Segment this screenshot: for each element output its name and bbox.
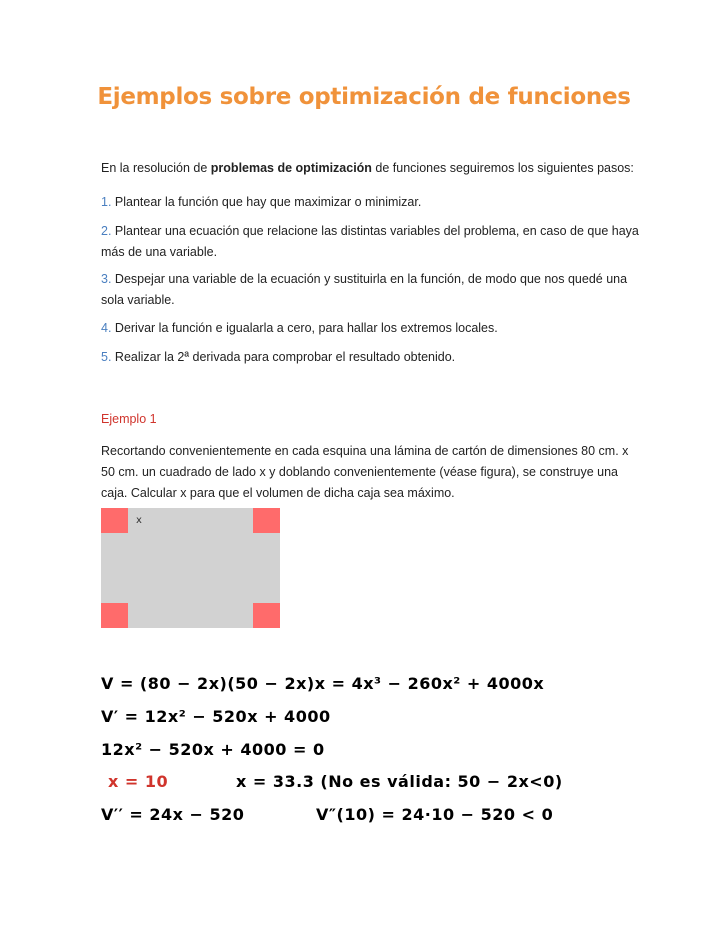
intro-text-after: de funciones seguiremos los siguientes pasos:	[371, 161, 634, 175]
cut-corner-bottom-left	[101, 603, 128, 628]
step-number: 1.	[101, 195, 112, 209]
cardboard-sheet-figure	[101, 508, 280, 628]
side-x-label: x	[136, 515, 142, 526]
invalid-solution: x = 33.3 (No es válida: 50 − 2x<0)	[236, 772, 563, 791]
step-2	[101, 221, 641, 263]
first-derivative-equation: V′ = 12x² − 520x + 4000	[101, 707, 331, 726]
example-paragraph: Recortando convenientemente en cada esquina una lámina de cartón de dimensiones 80 cm. x 50 cm. un cuadrado de lado x y doblando convenientemente (véase figura), se construye una caja. Calcular x para que el volumen de dicha caja sea máximo.	[101, 444, 629, 500]
page-title: Ejemplos sobre optimización de funciones	[97, 84, 631, 110]
step-text: Realizar la 2ª derivada para comprobar el resultado obtenido.	[111, 350, 456, 364]
step-1	[101, 192, 641, 213]
step-number: 2.	[101, 224, 112, 238]
step-text: Plantear una ecuación que relacione las distintas variables del problema, en caso de que haya más de una variable.	[101, 224, 639, 259]
second-derivative-check: V″(10) = 24·10 − 520 < 0	[316, 805, 554, 824]
step-4	[101, 318, 641, 339]
valid-solution: x = 10	[108, 772, 169, 791]
volume-equation: V = (80 − 2x)(50 − 2x)x = 4x³ − 260x² + 4000x	[101, 674, 545, 693]
step-text: Despejar una variable de la ecuación y sustituirla en la función, de modo que nos quedé una sola variable.	[101, 272, 628, 307]
step-number: 4.	[101, 321, 112, 335]
second-derivative-equation: V′′ = 24x − 520	[101, 805, 245, 824]
critical-point-equation: 12x² − 520x + 4000 = 0	[101, 740, 325, 759]
step-number: 5.	[101, 350, 112, 364]
intro-bold-term: problemas de optimización	[210, 161, 372, 175]
cut-corner-top-right	[253, 508, 280, 533]
cut-corner-bottom-right	[253, 603, 280, 628]
intro-text-before: En la resolución de	[101, 161, 211, 175]
step-text: Plantear la función que hay que maximizar o minimizar.	[111, 195, 422, 209]
step-3	[101, 269, 641, 311]
step-5	[101, 347, 641, 368]
cut-corner-top-left	[101, 508, 128, 533]
step-text: Derivar la función e igualarla a cero, para hallar los extremos locales.	[111, 321, 498, 335]
step-number: 3.	[101, 272, 112, 286]
intro-paragraph	[101, 158, 641, 179]
example-heading: Ejemplo 1	[101, 412, 157, 426]
